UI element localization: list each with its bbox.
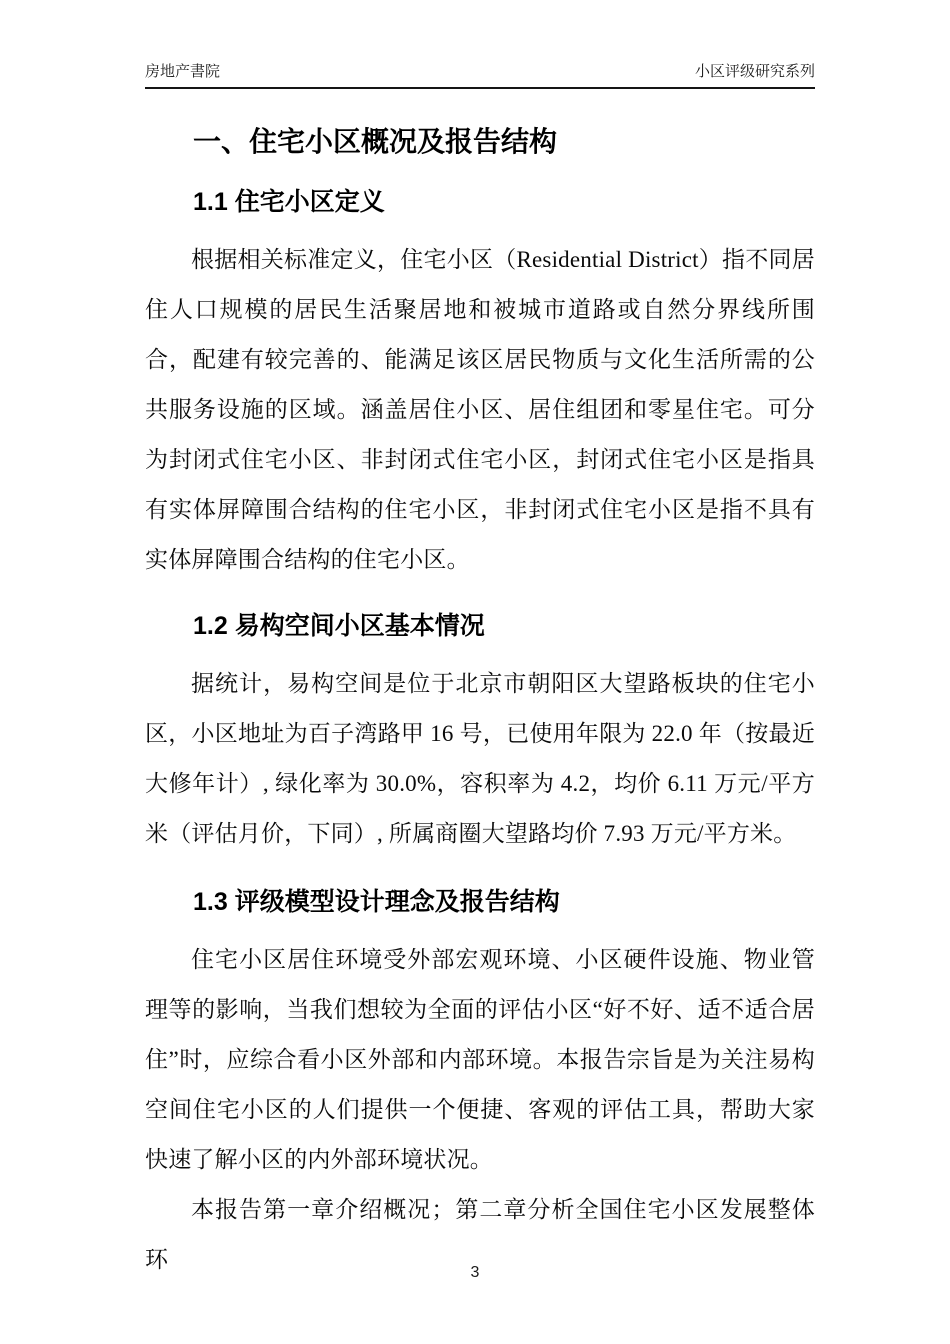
section-heading-1-1: 1.1 住宅小区定义 [193,188,385,216]
paragraph-definition: 根据相关标准定义，住宅小区（Residential District）指不同居住人口规模的居民生活聚居地和被城市道路或自然分界线所围合，配建有较完善的、能满足该区居民物质与文化生活所需的公共服务设施的区域。涵盖居住小区、居住组团和零星住宅。可分为封闭式住宅小区、非封闭式住宅小区，封闭式住宅小区是指具有实体屏障围合结构的住宅小区，非封闭式住宅小区是指不具有实体屏障围合结构的住宅小区。 [145,247,815,572]
paragraph-report-structure: 本报告第一章介绍概况；第二章分析全国住宅小区发展整体环 [145,1197,815,1272]
chapter-title: 一、住宅小区概况及报告结构 [193,126,558,157]
section-heading-1-2: 1.2 易构空间小区基本情况 [193,612,485,640]
header-right-text: 小区评级研究系列 [694,63,815,80]
page-footer [0,1264,950,1282]
page-number: 3 [470,1264,480,1281]
header-left-text: 房地产書院 [145,63,221,80]
section-heading-1-3: 1.3 评级模型设计理念及报告结构 [193,888,560,916]
paragraph-basic-info: 据统计，易构空间是位于北京市朝阳区大望路板块的住宅小区，小区地址为百子湾路甲 16 号，已使用年限为 22.0 年（按最近大修年计）, 绿化率为 30.0%，容积率为 4.2，均价 6.11 万元/平方米（评估月价，下同）, 所属商圈大望路均价 7.93 万元/平方米。 [145,671,815,846]
page-header [145,62,815,89]
paragraph-design-concept: 住宅小区居住环境受外部宏观环境、小区硬件设施、物业管理等的影响，当我们想较为全面的评估小区“好不好、适不适合居住”时，应综合看小区外部和内部环境。本报告宗旨是为关注易构空间住宅小区的人们提供一个便捷、客观的评估工具，帮助大家快速了解小区的内外部环境状况。 [145,947,815,1172]
